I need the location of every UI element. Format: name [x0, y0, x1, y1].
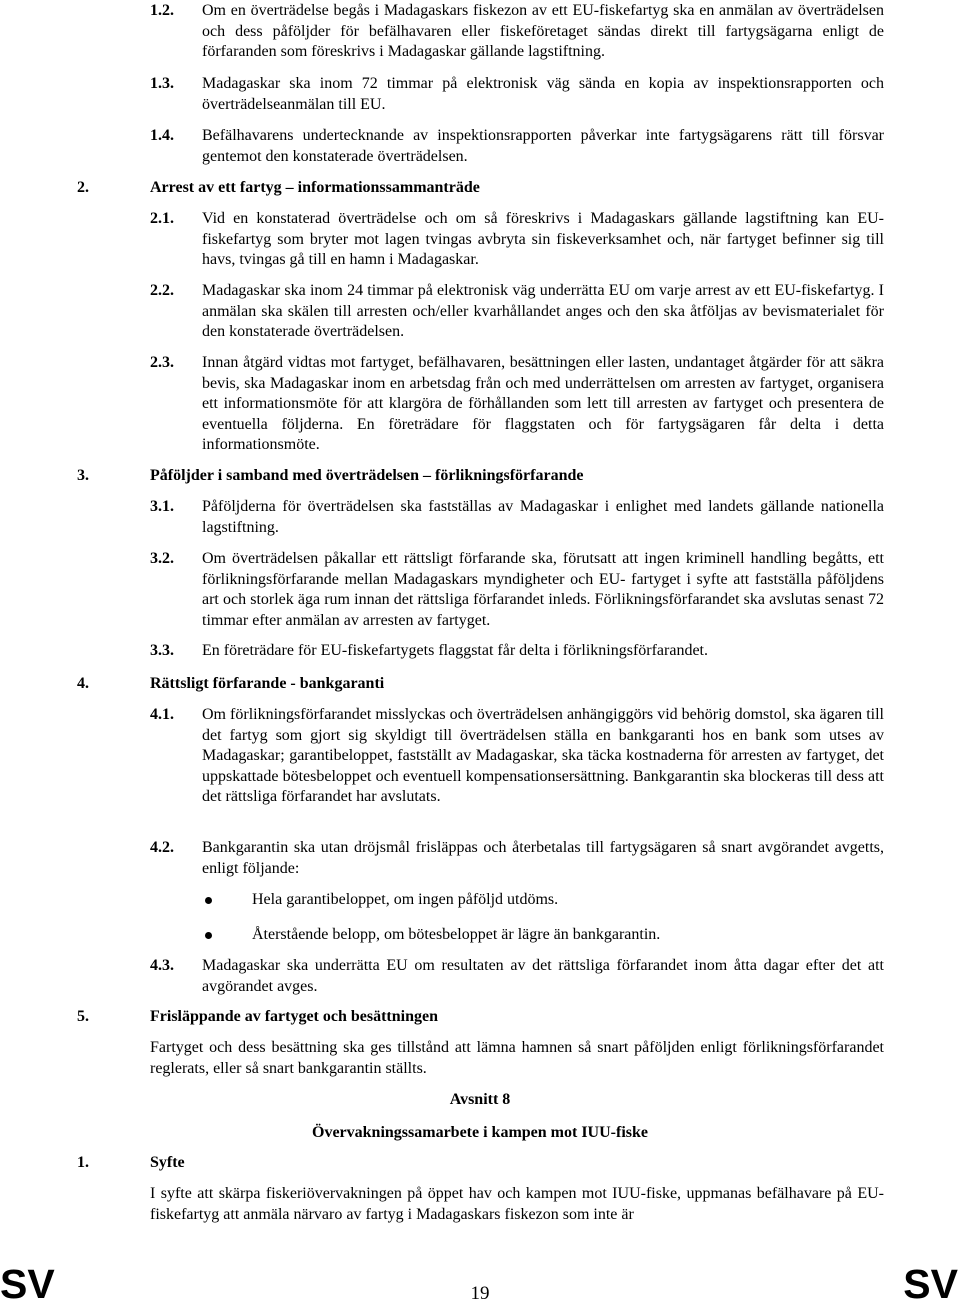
paragraph-number: 3.2.	[150, 550, 174, 567]
paragraph-2-3: Innan åtgärd vidtas mot fartyget, befälhavaren, besättningen eller lasten, undantaget åtgärder för att säkra bevis, ska Madagaskar inom en arbetsdag från och med underrättelsen om arresten av fartyget, organisera ett informationsmöte för att klargöra de förhållanden som lett till arresten av fartyget och presentera de eventuella följderna. En företrädare för flaggstaten och för fartygsägaren får delta i detta informationsmöte.	[202, 354, 884, 453]
paragraph-number: 1.4.	[150, 127, 174, 144]
paragraph-number: 4.1.	[150, 706, 174, 723]
paragraph-4-3: Madagaskar ska underrätta EU om resultaten av det rättsliga förfarandet inom åtta dagar efter det att avgörandet avges.	[202, 957, 884, 995]
paragraph-number: 2.3.	[150, 354, 174, 371]
footer-language-right: SV	[903, 1261, 958, 1307]
bullet-icon	[205, 932, 212, 939]
paragraph-number: 1.2.	[150, 2, 174, 19]
paragraph-number: 3.3.	[150, 642, 174, 659]
bullet-icon	[205, 897, 212, 904]
footer-language-left: SV	[0, 1261, 55, 1307]
paragraph-1-2: Om en överträdelse begås i Madagaskars fiskezon av ett EU-fiskefartyg ska en anmälan av överträdelsen och dess påföljder för befälhavaren eller fiskeföretaget sändas direkt till fartygsägarna enligt de förfaranden som föreskrivs i Madagaskar gällande lagstiftning.	[202, 2, 884, 60]
paragraph-3-3: En företrädare för EU-fiskefartygets flaggstat får delta i förlikningsförfarandet.	[202, 642, 708, 659]
page-number: 19	[470, 1283, 490, 1304]
bullet-item: Hela garantibeloppet, om ingen påföljd utdöms.	[252, 891, 559, 908]
section-5-text: Fartyget och dess besättning ska ges tillstånd att lämna hamnen så snart påföljden enligt förlikningsförfarandet reglerats, eller så snart bankgarantin ställts.	[150, 1039, 884, 1077]
section-number: 5.	[77, 1008, 89, 1025]
section-number: 3.	[77, 467, 89, 484]
paragraph-4-1: Om förlikningsförfarandet misslyckas och överträdelsen anhängiggörs vid behörig domstol, ska ägaren till det fartyg som gjort sig skyldigt till överträdelsen ställa en bankgaranti hos en bank som utses av Madagaskar; garantibeloppet, fastställt av Madagaskar, ska täcka kostnaderna för arresten av fartyget, det uppskattade bötesbeloppet och eventuell kompensationsersättning. Bankgarantin ska blockeras till dess att det rättsliga förfarandet har avslutats.	[202, 706, 884, 805]
paragraph-number: 3.1.	[150, 498, 174, 515]
paragraph-2-2: Madagaskar ska inom 24 timmar på elektronisk väg underrätta EU om varje arrest av ett EU-fiskefartyg. I anmälan ska skälen till arresten och/eller kvarhållandet anges och den ska åtföljas av bevismaterialet för den konstaterade överträdelsen.	[202, 282, 884, 340]
paragraph-number: 4.3.	[150, 957, 174, 974]
paragraph-4-2: Bankgarantin ska utan dröjsmål frisläppas och återbetalas till fartygsägaren så snart avgörandet avgetts, enligt följande:	[202, 839, 884, 877]
section-number: 2.	[77, 179, 89, 196]
paragraph-1-4: Befälhavarens undertecknande av inspektionsrapporten påverkar inte fartygsägarens rätt till försvar gentemot den konstaterade överträdelsen.	[202, 127, 884, 165]
paragraph-1-3: Madagaskar ska inom 72 timmar på elektronisk väg sända en kopia av inspektionsrapporten och överträdelseanmälan till EU.	[202, 75, 884, 113]
paragraph-3-2: Om överträdelsen påkallar ett rättsligt förfarande ska, förutsatt att ingen kriminell handling begåtts, ett förlikningsförfarande mellan Madagaskars myndigheter och EU- fartyget i syfte att fastställa påföljdens art och storlek äga rum innan det rättsliga förfarandet inleds. Förlikningsförfarandet ska avslutas senast 72 timmar efter anmälan av arresten av fartyget.	[202, 550, 884, 629]
section-heading: Arrest av ett fartyg – informationssammanträde	[150, 179, 480, 196]
section-number: 4.	[77, 675, 89, 692]
paragraph-number: 4.2.	[150, 839, 174, 856]
paragraph-3-1: Påföljderna för överträdelsen ska fastställas av Madagaskar i enlighet med landets gällande nationella lagstiftning.	[202, 498, 884, 536]
section-heading: Frisläppande av fartyget och besättningen	[150, 1008, 438, 1025]
section-heading: Rättsligt förfarande - bankgaranti	[150, 675, 385, 692]
avsnitt-title: Avsnitt 8	[449, 1091, 511, 1108]
section-number: 1.	[77, 1154, 89, 1171]
paragraph-2-1: Vid en konstaterad överträdelse och om så föreskrivs i Madagaskars gällande lagstiftning kan EU-fiskefartyg som bryter mot lagen tvingas avbryta sin fiskeverksamhet och, när fartyget befinner sig till havs, tvingas gå till en hamn i Madagaskar.	[202, 210, 884, 268]
section-heading: Påföljder i samband med överträdelsen – förlikningsförfarande	[150, 467, 584, 484]
paragraph-number: 2.2.	[150, 282, 174, 299]
bullet-item: Återstående belopp, om bötesbeloppet är lägre än bankgarantin.	[252, 926, 661, 943]
paragraph-number: 1.3.	[150, 75, 174, 92]
section-heading: Syfte	[150, 1154, 185, 1171]
avsnitt-subtitle: Övervakningssamarbete i kampen mot IUU-fiske	[312, 1124, 648, 1141]
paragraph-number: 2.1.	[150, 210, 174, 227]
syfte-text: I syfte att skärpa fiskeriövervakningen på öppet hav och kampen mot IUU-fiske, uppmanas befälhavare på EU-fiskefartyg att anmäla närvaro av fartyg i Madagaskars fiskezon som inte är	[150, 1185, 884, 1223]
